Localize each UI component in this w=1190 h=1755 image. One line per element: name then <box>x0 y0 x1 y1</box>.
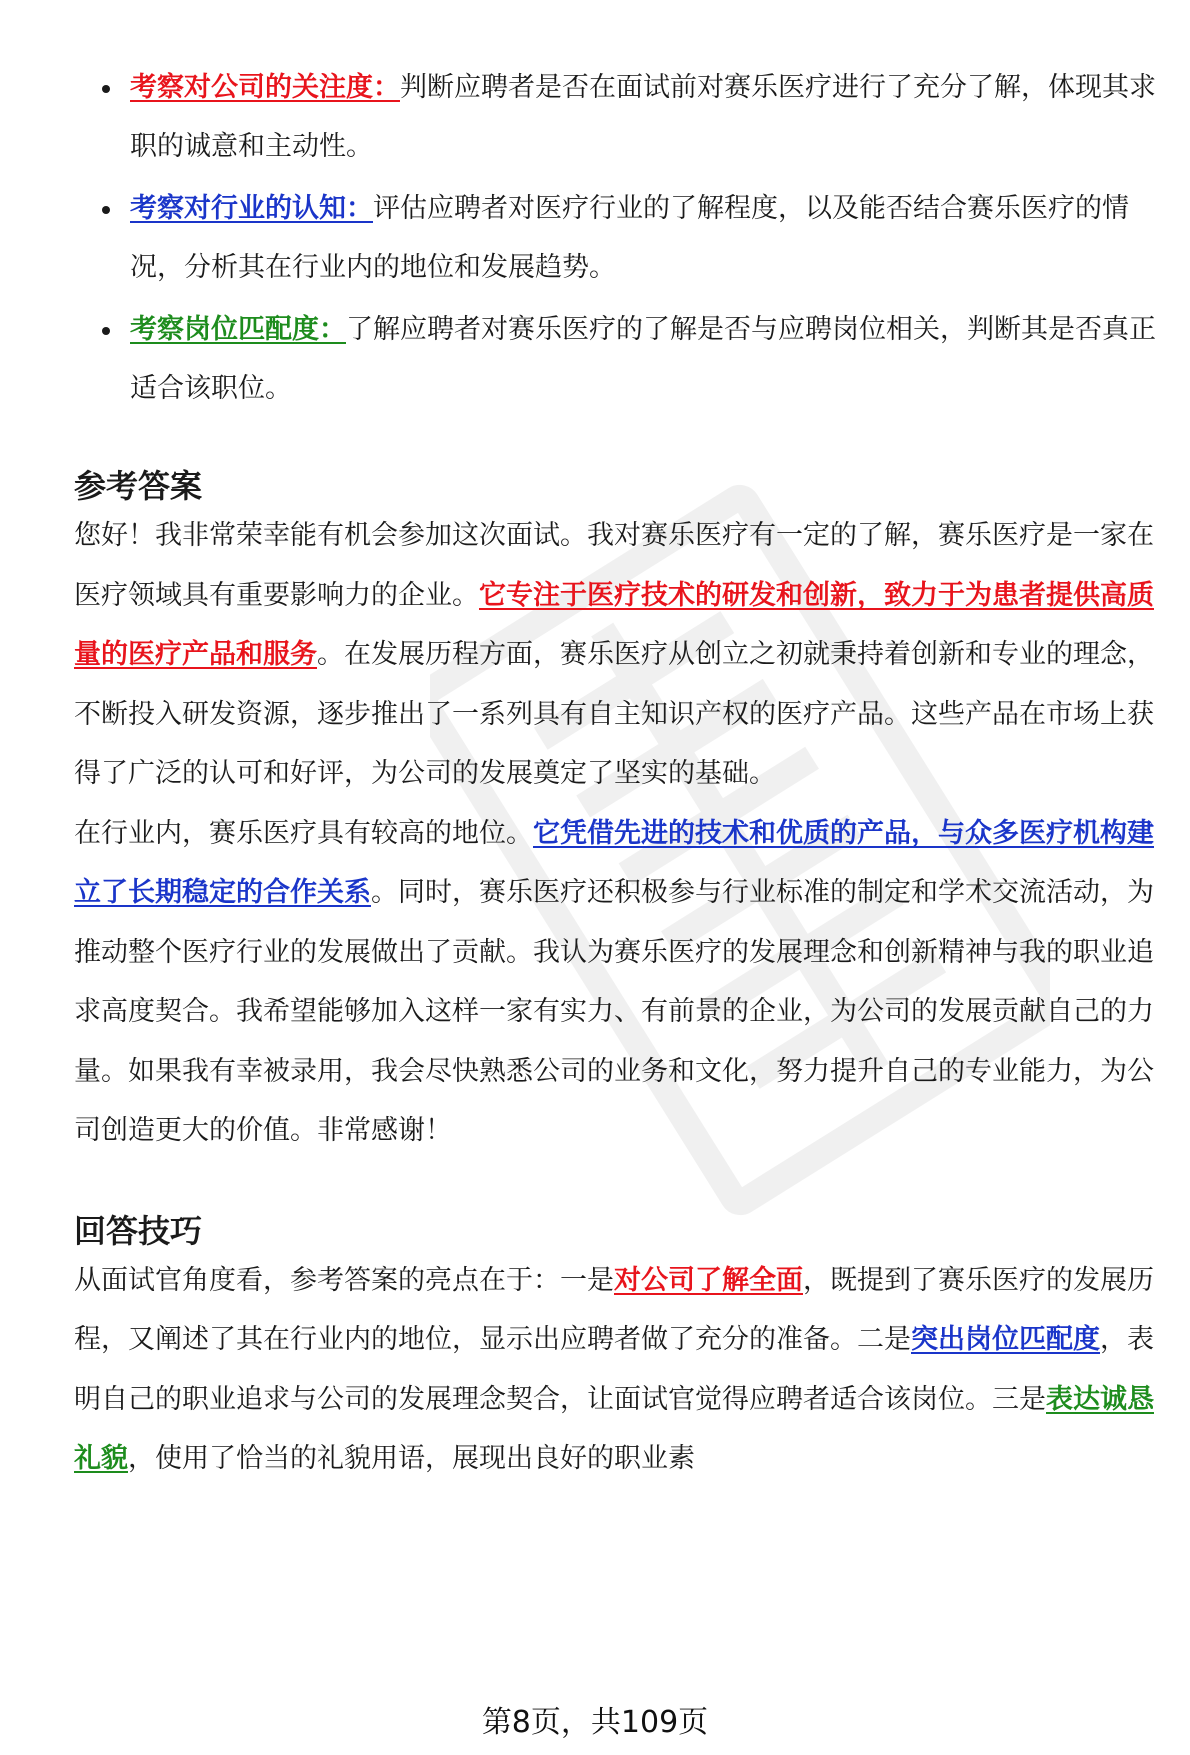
list-item <box>74 58 1164 176</box>
bullet-icon <box>102 206 110 214</box>
paragraph-text: ，表明自己的职业追求与公司的发展理念契合，让面试官觉得应聘者适合该岗位。三是 <box>74 1324 1154 1415</box>
bullet-icon <box>102 85 110 93</box>
paragraph-text: 在行业内，赛乐医疗具有较高的地位。 <box>74 817 533 849</box>
tips-paragraph <box>74 1251 1164 1489</box>
bullet-text: 判断应聘者是否在面试前对赛乐医疗进行了充分了解，体现其求职的诚意和主动性。 <box>130 72 1156 162</box>
answer-paragraph-1 <box>74 506 1164 804</box>
paragraph-text: 。同时，赛乐医疗还积极参与行业标准的制定和学术交流活动，为推动整个医疗行业的发展做出了贡献。我认为赛乐医疗的发展理念和创新精神与我的职业追求高度契合。我希望能够加入这样一家有实力、有前景的企业，为公司的发展贡献自己的力量。如果我有幸被录用，我会尽快熟悉公司的业务和文化，努力提升自己的专业能力，为公司创造更大的价值。非常感谢！ <box>74 877 1154 1146</box>
highlight-text: 它专注于医疗技术的研发和创新，致力于为患者提供高质量的医疗产品和服务 <box>74 579 1154 670</box>
evaluation-points-list <box>74 58 1164 418</box>
bullet-keyword: 考察对公司的关注度： <box>130 72 400 103</box>
paragraph-text: 从面试官角度看，参考答案的亮点在于：一是 <box>74 1264 614 1296</box>
main-content <box>74 58 1164 1489</box>
answer-tips-heading: 回答技巧 <box>74 1211 203 1250</box>
answer-paragraph-2 <box>74 804 1164 1161</box>
list-item <box>74 300 1164 418</box>
highlight-text: 突出岗位匹配度 <box>911 1324 1100 1355</box>
bullet-icon <box>102 327 110 335</box>
paragraph-text: ，使用了恰当的礼貌用语，展现出良好的职业素 <box>128 1443 695 1474</box>
highlight-text: 它凭借先进的技术和优质的产品，与众多医疗机构建立了长期稳定的合作关系 <box>74 817 1154 908</box>
paragraph-text: ，既提到了赛乐医疗的发展历程，又阐述了其在行业内的地位，显示出应聘者做了充分的准备。二是 <box>74 1264 1154 1355</box>
bullet-text: 评估应聘者对医疗行业的了解程度，以及能否结合赛乐医疗的情况，分析其在行业内的地位和发展趋势。 <box>130 193 1129 283</box>
bullet-text: 了解应聘者对赛乐医疗的了解是否与应聘岗位相关，判断其是否真正适合该职位。 <box>130 314 1156 404</box>
reference-answer-heading: 参考答案 <box>74 467 203 505</box>
bullet-keyword: 考察对行业的认知： <box>130 193 373 224</box>
paragraph-text: 。在发展历程方面，赛乐医疗从创立之初就秉持着创新和专业的理念，不断投入研发资源，逐步推出了一系列具有自主知识产权的医疗产品。这些产品在市场上获得了广泛的认可和好评，为公司的发展奠定了坚实的基础。 <box>74 639 1154 789</box>
highlight-text: 表达诚恳礼貌 <box>74 1383 1154 1474</box>
paragraph-text: 您好！我非常荣幸能有机会参加这次面试。我对赛乐医疗有一定的了解，赛乐医疗是一家在医疗领域具有重要影响力的企业。 <box>74 520 1154 611</box>
page-number: 第8页，共109页 <box>481 1705 709 1740</box>
list-item <box>74 179 1164 297</box>
bullet-keyword: 考察岗位匹配度： <box>130 314 346 345</box>
highlight-text: 对公司了解全面 <box>614 1264 803 1296</box>
